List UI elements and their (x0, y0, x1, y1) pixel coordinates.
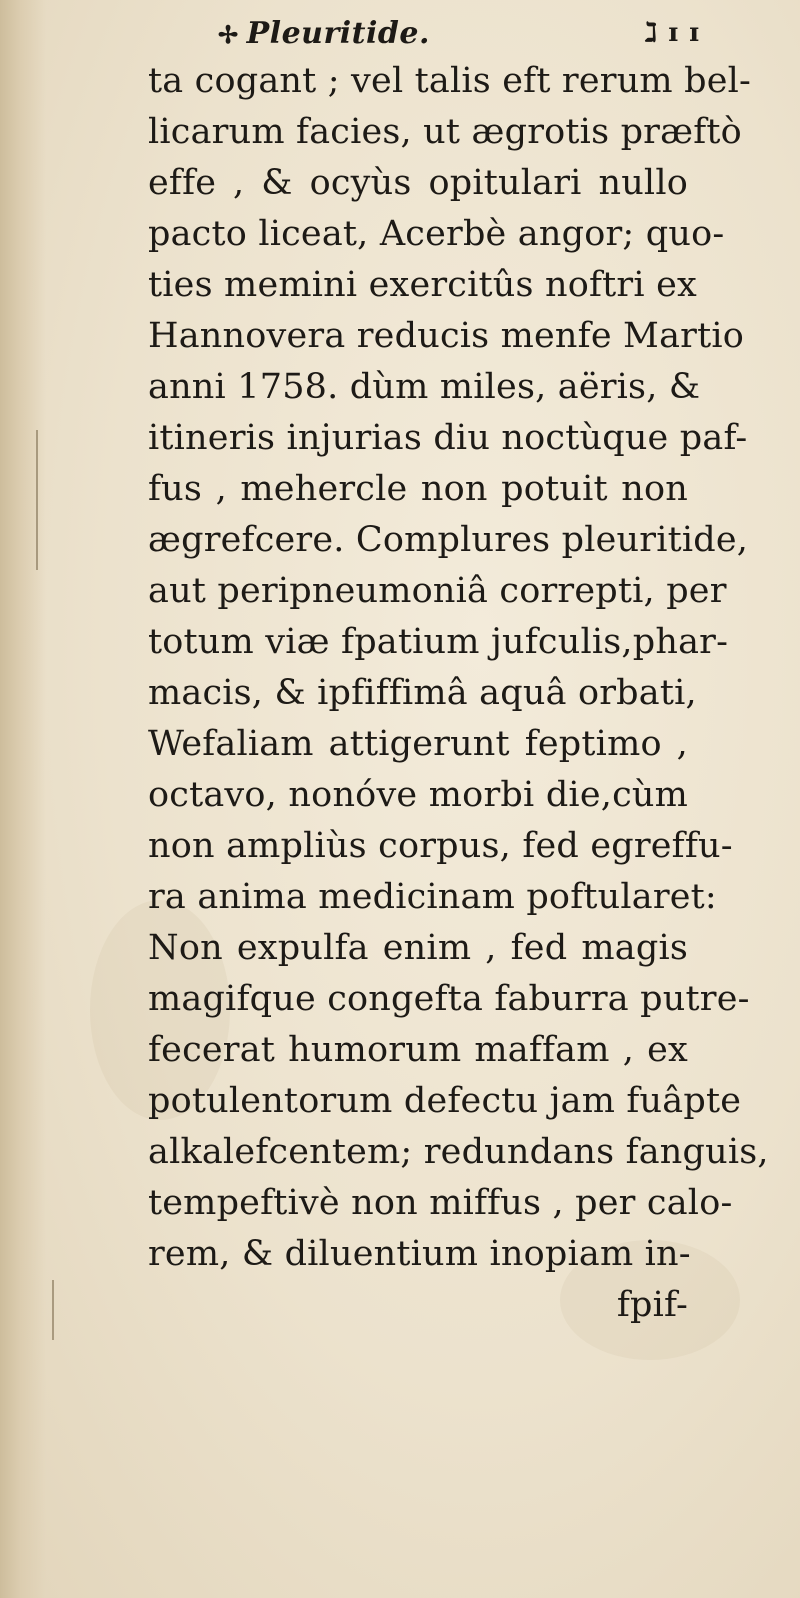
text-line: pacto liceat, Acerbè angor; quo- (148, 214, 725, 254)
gutter-shadow (0, 0, 46, 1598)
text-line: ægrefcere. Complures pleuritide, (148, 520, 749, 560)
catchword: fpif- (616, 1285, 688, 1325)
text-line: potulentorum defectu jam fuâpte (148, 1081, 742, 1121)
text-line: aut peripneumoniâ correpti, per (148, 571, 727, 611)
page-number: ℷ ɪ ɪ (645, 18, 700, 48)
text-line: octavo, nonóve morbi die,cùm (148, 775, 688, 815)
text-line: ties memini exercitûs noftri ex (148, 265, 697, 305)
margin-mark (36, 430, 38, 570)
text-line: itineris injurias diu noctùque paf- (148, 418, 748, 458)
text-line: tempeftivè non miffus , per calo- (148, 1183, 733, 1223)
text-line: Hannovera reducis menfe Martio (148, 316, 745, 356)
text-line: fecerat humorum maffam , ex (148, 1030, 688, 1070)
margin-mark (52, 1280, 54, 1340)
text-line: fus , mehercle non potuit non (148, 469, 688, 509)
text-line: alkalefcentem; redundans fanguis, (148, 1132, 769, 1172)
text-line: non ampliùs corpus, fed egreffu- (148, 826, 733, 866)
body-text (148, 56, 769, 1331)
text-line: Wefaliam attigerunt feptimo , (148, 724, 688, 764)
text-line: rem, & diluentium inopiam in- (148, 1234, 691, 1274)
text-line: macis, & ipfiffimâ aquâ orbati, (148, 673, 697, 713)
dagger-icon: ✢ (218, 20, 239, 49)
running-title (218, 16, 430, 51)
text-line: totum viæ fpatium jufculis,phar- (148, 622, 729, 662)
text-line: ra anima medicinam poftularet: (148, 877, 717, 917)
text-line: effe , & ocyùs opitulari nullo (148, 163, 688, 203)
text-line: licarum facies, ut ægrotis præftò (148, 112, 742, 152)
page-header (218, 16, 700, 52)
text-line: ta cogant ; vel talis eft rerum bel- (148, 61, 752, 101)
text-line: Non expulfa enim , fed magis (148, 928, 688, 968)
text-line: anni 1758. dùm miles, aëris, & (148, 367, 701, 407)
running-title-text: Pleuritide. (246, 16, 430, 51)
text-line: magifque congefta faburra putre- (148, 979, 750, 1019)
